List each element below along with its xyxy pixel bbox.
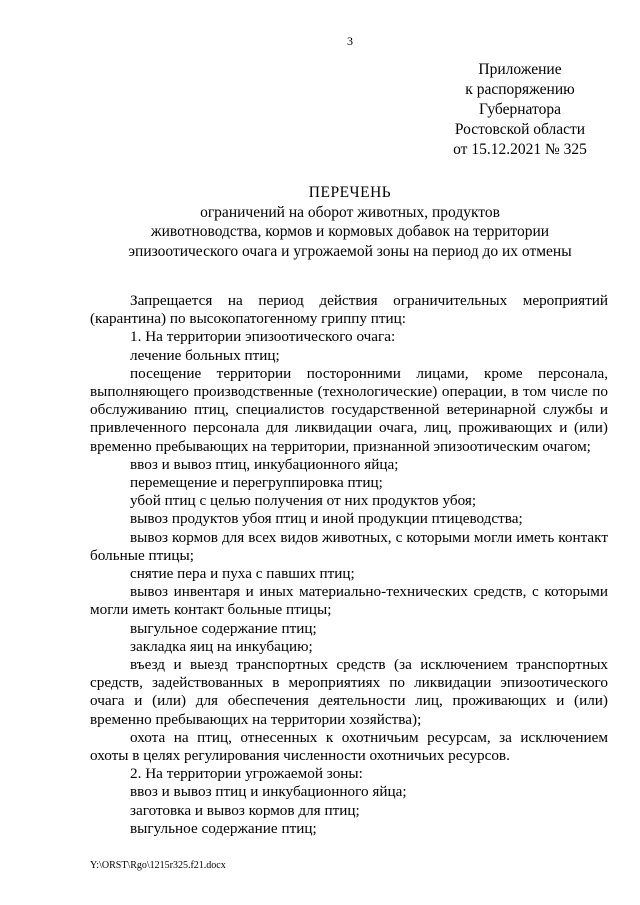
paragraph: 2. На территории угрожаемой зоны: [130,765,363,783]
attachment-line: Приложение [478,61,562,78]
paragraph: посещение территории посторонними лицами, кроме персонала, выполняющего производственные (технологические) операции, в том числе по обслуживанию птиц, специалистов государственной ветеринарной службы и привлеченного персонала для ликвидации очага, лиц, проживающих и (или) временно пребывающих на территории, признанной эпизоотическим очагом; [90,364,608,455]
attachment-line: к распоряжению [465,81,575,98]
attachment-line: Губернатора [479,101,561,118]
attachment-line: Ростовской области [454,121,586,138]
paragraph: заготовка и вывоз кормов для птиц; [130,801,360,819]
heading-line: ограничений на оборот животных, продуктов [200,203,500,221]
document-heading [90,183,610,261]
attachment-line: от 15.12.2021 № 325 [453,141,587,158]
paragraph: лечение больных птиц; [130,346,280,364]
paragraph: ввоз и вывоз птиц и инкубационного яйца; [130,783,407,801]
paragraph: ввоз и вывоз птиц, инкубационного яйца; [130,455,399,473]
page-number: 3 [347,34,353,48]
paragraph: убой птиц с целью получения от них продуктов убоя; [130,492,477,510]
paragraph: выгульное содержание птиц; [130,819,317,837]
paragraph: вывоз продуктов убоя птиц и иной продукции птицеводства; [130,510,523,528]
paragraph: 1. На территории эпизоотического очага: [130,328,396,346]
paragraph: выгульное содержание птиц; [130,619,317,637]
document-title: ПЕРЕЧЕНЬ [308,184,392,201]
attachment-block [440,60,600,160]
paragraph: перемещение и перегруппировка птиц; [130,474,383,492]
paragraph: вывоз инвентаря и иных материально-технических средств, с которыми могли иметь контакт больные птицы; [90,583,608,619]
paragraph: снятие пера и пуха с павших птиц; [130,565,355,583]
paragraph: вывоз кормов для всех видов животных, с которыми могли иметь контакт больные птицы; [90,528,608,564]
heading-line: эпизоотического очага и угрожаемой зоны на период до их отмены [128,242,572,260]
document-body [90,292,608,838]
paragraph: закладка яиц на инкубацию; [130,637,313,655]
paragraph: Запрещается на период действия ограничительных мероприятий (карантина) по высокопатогенному гриппу птиц: [90,292,608,328]
paragraph: охота на птиц, отнесенных к охотничьим ресурсам, за исключением охоты в целях регулирования численности охотничьих ресурсов. [90,728,608,765]
paragraph: въезд и выезд транспортных средств (за исключением транспортных средств, задействованных в мероприятиях по ликвидации эпизоотического очага и (или) для обеспечения деятельности лиц, проживающих и (или) временно пребывающих на территории хозяйства); [90,656,608,728]
heading-line: животноводства, кормов и кормовых добавок на территории [150,223,550,240]
footer-file-path: Y:\ORST\Rgo\1215r325.f21.docx [90,860,226,871]
